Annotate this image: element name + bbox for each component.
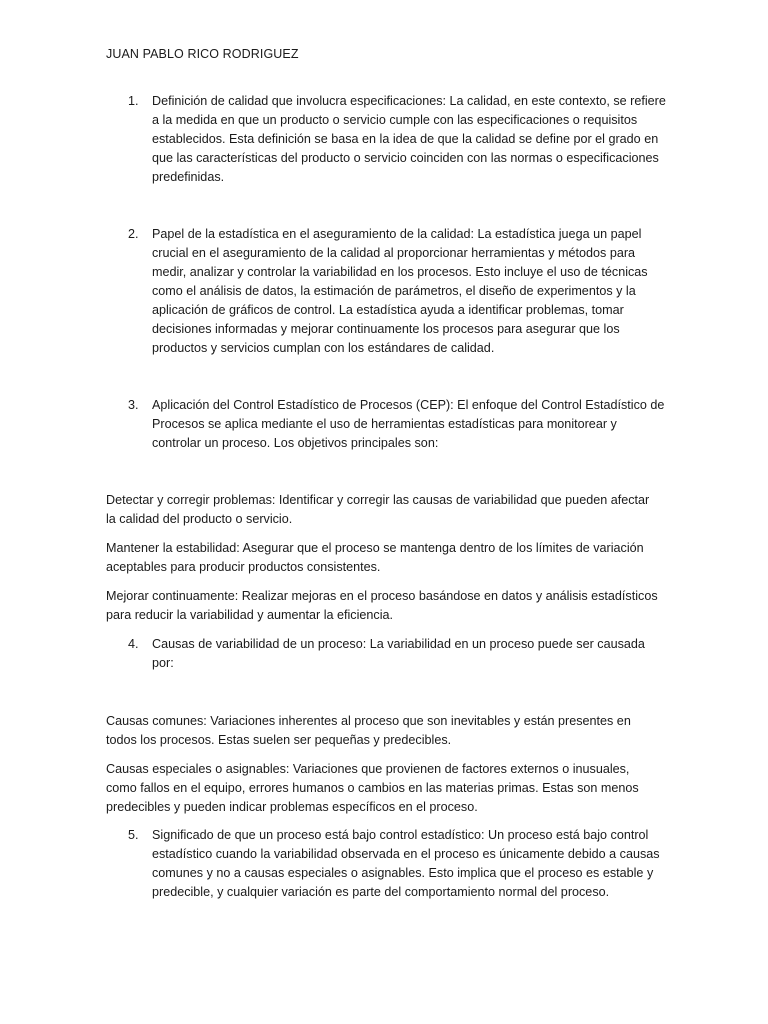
list-item-1 xyxy=(106,92,666,187)
objective-paragraph-2: Mantener la estabilidad: Asegurar que el proceso se mantenga dentro de los límites de variación aceptables para producir productos consistentes. xyxy=(106,541,644,574)
list-item-number: 3. xyxy=(128,398,139,412)
objective-paragraph-3: Mejorar continuamente: Realizar mejoras en el proceso basándose en datos y análisis estadísticos para reducir la variabilidad y aumentar la eficiencia. xyxy=(106,589,658,622)
list-item-text: Definición de calidad que involucra especificaciones: La calidad, en este contexto, se refiere a la medida en que un producto o servicio cumple con las especificaciones o requisitos establecidos. Esta definición se basa en la idea de que la calidad se define por el grado en que las características del producto o servicio coinciden con las normas o especificaciones predefinidas. xyxy=(152,94,666,184)
list-item-text: Papel de la estadística en el aseguramiento de la calidad: La estadística juega un papel crucial en el aseguramiento de la calidad al proporcionar herramientas y métodos para medir, analizar y controlar la variabilidad en los procesos. Esto incluye el uso de técnicas como el análisis de datos, la estimación de parámetros, el diseño de experimentos y la aplicación de gráficos de control. La estadística ayuda a identificar problemas, tomar decisiones informadas y mejorar continuamente los procesos para asegurar que los productos y servicios cumplan con los estándares de calidad. xyxy=(152,227,648,355)
list-item-number: 1. xyxy=(128,94,139,108)
list-item-5 xyxy=(106,826,666,902)
list-item-number: 2. xyxy=(128,227,139,241)
cause-paragraph-2: Causas especiales o asignables: Variaciones que provienen de factores externos o inusuales, como fallos en el equipo, errores humanos o cambios en las materias primas. Estas son menos predecibles y pueden indicar problemas específicos en el proceso. xyxy=(106,762,639,814)
list-item-number: 5. xyxy=(128,828,139,842)
author-name: JUAN PABLO RICO RODRIGUEZ xyxy=(106,47,299,61)
list-item-4 xyxy=(106,635,666,673)
list-item-text: Significado de que un proceso está bajo control estadístico: Un proceso está bajo control estadístico cuando la variabilidad observada en el proceso es únicamente debido a causas comunes y no a causas especiales o asignables. Esto implica que el proceso es estable y predecible, y cualquier variación es parte del comportamiento normal del proceso. xyxy=(152,828,660,899)
list-item-2 xyxy=(106,225,666,358)
list-item-3 xyxy=(106,396,666,453)
list-item-text: Aplicación del Control Estadístico de Procesos (CEP): El enfoque del Control Estadístico de Procesos se aplica mediante el uso de herramientas estadísticas para monitorear y controlar un proceso. Los objetivos principales son: xyxy=(152,398,665,450)
cause-paragraph-1: Causas comunes: Variaciones inherentes al proceso que son inevitables y están presentes en todos los procesos. Estas suelen ser pequeñas y predecibles. xyxy=(106,714,631,747)
list-item-text: Causas de variabilidad de un proceso: La variabilidad en un proceso puede ser causada por: xyxy=(152,637,645,670)
list-item-number: 4. xyxy=(128,637,139,651)
objective-paragraph-1: Detectar y corregir problemas: Identificar y corregir las causas de variabilidad que pueden afectar la calidad del producto o servicio. xyxy=(106,493,650,526)
